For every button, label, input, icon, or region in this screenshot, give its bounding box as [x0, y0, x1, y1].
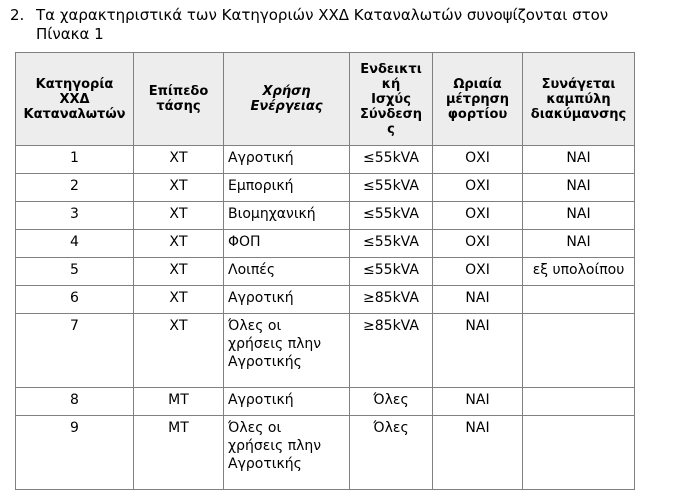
header-line: καμπύλη [546, 91, 611, 107]
cell-hourly-metering: ΟΧΙ [433, 258, 523, 286]
cell-voltage: ΧΤ [134, 314, 224, 388]
energy-use-line: Αγροτική [228, 290, 294, 306]
cell-category: 5 [16, 258, 134, 286]
header-voltage-level [134, 53, 224, 146]
header-line: Ισχύς [371, 91, 411, 107]
cell-load-curve [523, 388, 635, 416]
cell-energy-use [224, 416, 350, 490]
header-line: Κατηγορία [35, 76, 114, 92]
header-line: Ενδεικτι [360, 61, 422, 77]
table-row [16, 416, 635, 490]
cell-power: ≤55kVA [350, 258, 433, 286]
energy-use-line: Όλες οι [228, 318, 282, 334]
cell-load-curve [523, 286, 635, 314]
table-row [16, 174, 635, 202]
header-line: μέτρηση [445, 91, 510, 107]
header-energy-use [224, 53, 350, 146]
energy-use-line: Βιομηχανική [228, 206, 316, 222]
energy-use-line: Αγροτική [228, 150, 294, 166]
cell-load-curve [523, 314, 635, 388]
cell-load-curve [523, 416, 635, 490]
intro-text-2: Πίνακα 1 [36, 25, 104, 43]
cell-power: ≤55kVA [350, 230, 433, 258]
header-line: τάσης [156, 99, 201, 114]
header-hourly-metering [433, 53, 523, 146]
cell-power: ≥85kVA [350, 286, 433, 314]
cell-category: 6 [16, 286, 134, 314]
header-line: Επίπεδο [148, 84, 209, 99]
cell-power: Όλες [350, 416, 433, 490]
cell-category: 2 [16, 174, 134, 202]
cell-hourly-metering: ΟΧΙ [433, 146, 523, 174]
table-row [16, 202, 635, 230]
cell-category: 3 [16, 202, 134, 230]
energy-use-line: Λοιπές [228, 262, 276, 278]
table-row [16, 146, 635, 174]
energy-use-line: χρήσεις πλην [228, 336, 322, 352]
consumer-categories-table [15, 52, 635, 490]
cell-power: ≤55kVA [350, 202, 433, 230]
cell-category: 9 [16, 416, 134, 490]
cell-load-curve: ΝΑΙ [523, 146, 635, 174]
cell-voltage: ΧΤ [134, 286, 224, 314]
energy-use-line: χρήσεις πλην [228, 438, 322, 454]
energy-use-line: Αγροτικής [228, 456, 302, 472]
cell-category: 4 [16, 230, 134, 258]
cell-hourly-metering: ΟΧΙ [433, 174, 523, 202]
header-line: Σύνδεση [359, 106, 423, 122]
energy-use-line: Εμπορική [228, 178, 294, 194]
header-category [16, 53, 134, 146]
table-header-row [16, 53, 635, 146]
table-row [16, 286, 635, 314]
cell-voltage: ΧΤ [134, 202, 224, 230]
header-indicative-power [350, 53, 433, 146]
cell-voltage: ΜΤ [134, 416, 224, 490]
cell-hourly-metering: ΟΧΙ [433, 230, 523, 258]
cell-load-curve: ΝΑΙ [523, 202, 635, 230]
cell-voltage: ΧΤ [134, 258, 224, 286]
table-row [16, 258, 635, 286]
energy-use-line: Αγροτική [228, 392, 294, 408]
cell-hourly-metering: ΟΧΙ [433, 202, 523, 230]
cell-voltage: ΧΤ [134, 146, 224, 174]
cell-category: 7 [16, 314, 134, 388]
cell-hourly-metering: ΝΑΙ [433, 286, 523, 314]
cell-energy-use [224, 230, 350, 258]
energy-use-line: Όλες οι [228, 420, 282, 436]
energy-use-line: ΦΟΠ [228, 234, 261, 250]
intro-paragraph [10, 6, 670, 44]
table-row [16, 388, 635, 416]
cell-power: ≤55kVA [350, 174, 433, 202]
intro-line-1 [10, 6, 670, 25]
cell-energy-use [224, 146, 350, 174]
cell-energy-use [224, 258, 350, 286]
header-line: Ενέργειας [250, 99, 323, 114]
energy-use-line: Αγροτικής [228, 354, 302, 370]
cell-hourly-metering: ΝΑΙ [433, 314, 523, 388]
intro-text-1: Τα χαρακτηριστικά των Κατηγοριών ΧΧΔ Καταναλωτών συνοψίζονται στον [36, 6, 609, 24]
header-line: διακύμανσης [530, 106, 627, 122]
cell-load-curve: ΝΑΙ [523, 174, 635, 202]
cell-category: 8 [16, 388, 134, 416]
intro-number: 2. [10, 6, 25, 24]
cell-hourly-metering: ΝΑΙ [433, 416, 523, 490]
header-line: Καταναλωτών [23, 106, 126, 122]
header-line: κή [381, 76, 401, 92]
header-load-curve [523, 53, 635, 146]
header-line: Συνάγεται [541, 76, 616, 92]
header-line: ς [387, 121, 395, 137]
header-line: Ωριαία [453, 76, 502, 92]
cell-energy-use [224, 388, 350, 416]
cell-power: ≤55kVA [350, 146, 433, 174]
header-line: ΧΧΔ [59, 91, 90, 107]
header-line: Χρήση [262, 84, 311, 99]
cell-voltage: ΧΤ [134, 230, 224, 258]
cell-energy-use [224, 286, 350, 314]
cell-load-curve: ΝΑΙ [523, 230, 635, 258]
cell-energy-use [224, 314, 350, 388]
cell-energy-use [224, 202, 350, 230]
cell-category: 1 [16, 146, 134, 174]
cell-power: Όλες [350, 388, 433, 416]
table-row [16, 314, 635, 388]
cell-load-curve: εξ υπολοίπου [523, 258, 635, 286]
cell-energy-use [224, 174, 350, 202]
table-body [16, 146, 635, 490]
cell-hourly-metering: ΝΑΙ [433, 388, 523, 416]
table-row [16, 230, 635, 258]
cell-voltage: ΧΤ [134, 174, 224, 202]
cell-voltage: ΜΤ [134, 388, 224, 416]
header-line: φορτίου [447, 106, 508, 122]
cell-power: ≥85kVA [350, 314, 433, 388]
